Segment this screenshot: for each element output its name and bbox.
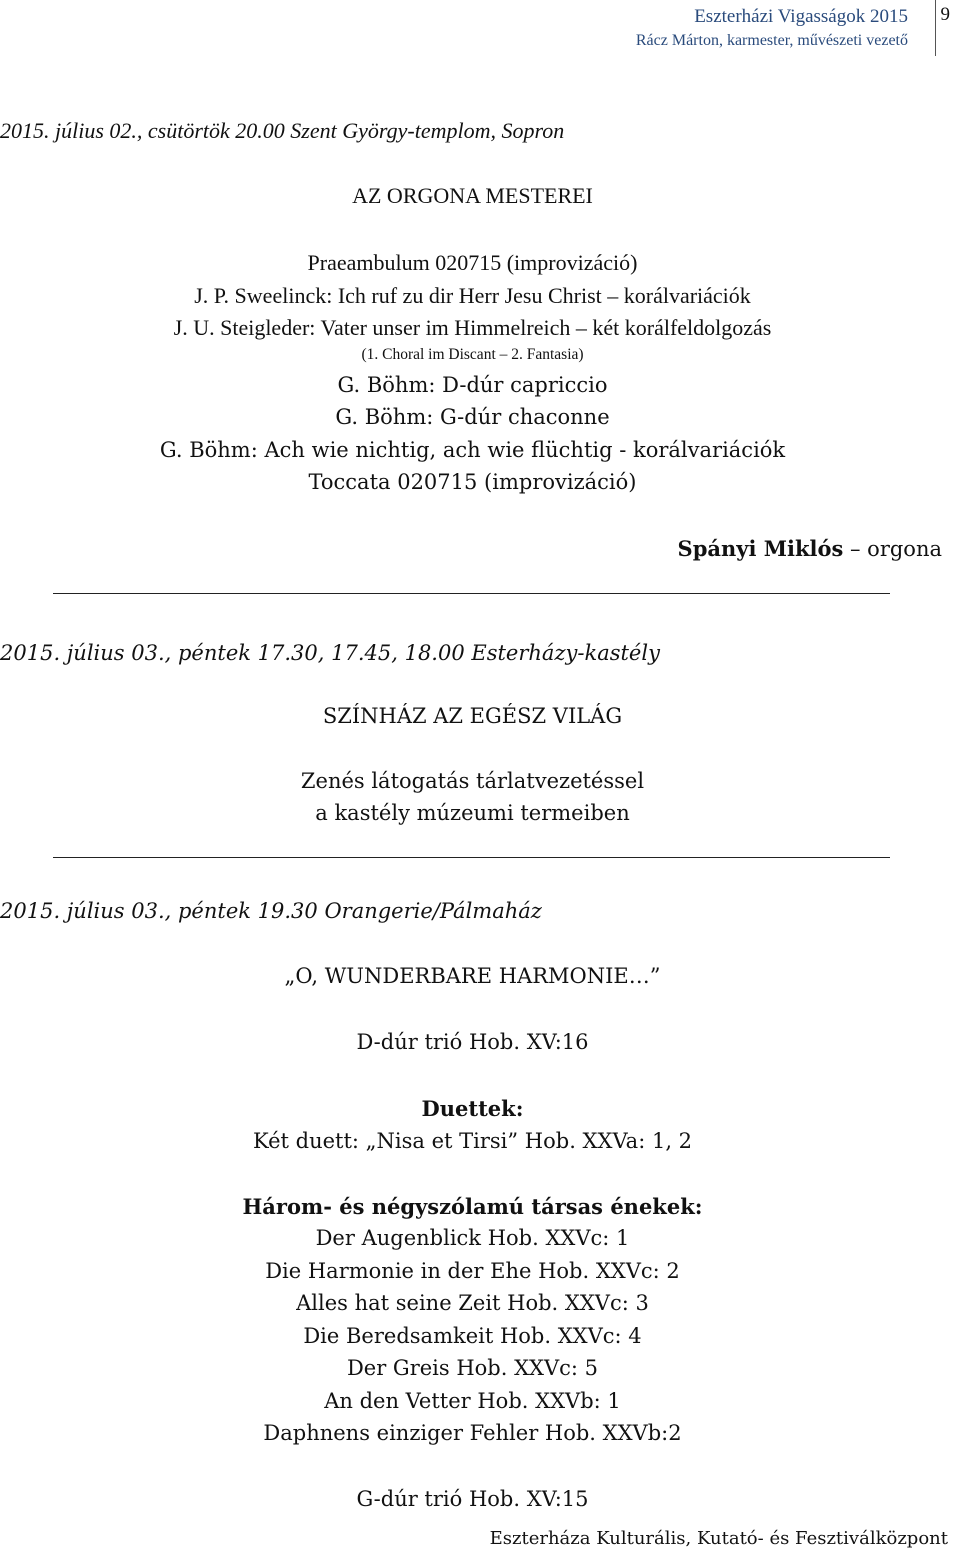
header-divider bbox=[935, 0, 936, 56]
event1-performer bbox=[678, 536, 942, 561]
event3-program-item: G-dúr trió Hob. XV:15 bbox=[356, 1487, 589, 1511]
song-item: An den Vetter Hob. XXVb: 1 bbox=[324, 1389, 621, 1413]
performer-role: – orgona bbox=[843, 537, 942, 561]
event3-title: „O, WUNDERBARE HARMONIE…” bbox=[284, 964, 661, 988]
song-item: Die Harmonie in der Ehe Hob. XXVc: 2 bbox=[265, 1259, 680, 1283]
event3-date-line: 2015. július 03., péntek 19.30 Orangerie/Pálmaház bbox=[0, 899, 542, 923]
event1-program-item: Toccata 020715 (improvizáció) bbox=[308, 470, 637, 494]
event1-program-item: G. Böhm: D-dúr capriccio bbox=[337, 373, 608, 397]
header-title: Eszterházi Vigasságok 2015 bbox=[694, 6, 908, 27]
songs-heading: Három- és négyszólamú társas énekek: bbox=[242, 1194, 703, 1219]
performer-name: Spányi Miklós bbox=[677, 536, 844, 561]
event3-program-item: D-dúr trió Hob. XV:16 bbox=[356, 1030, 589, 1054]
event2-description: a kastély múzeumi termeiben bbox=[315, 801, 630, 825]
event3-program-item: Két duett: „Nisa et Tirsi” Hob. XXVa: 1, 2 bbox=[252, 1129, 693, 1153]
event1-date-line: 2015. július 02., csütörtök 20.00 Szent György-templom, Sopron bbox=[0, 118, 565, 143]
event1-title: AZ ORGONA MESTEREI bbox=[352, 183, 593, 208]
event2-date-line: 2015. július 03., péntek 17.30, 17.45, 18.00 Esterházy-kastély bbox=[0, 641, 660, 665]
event1-program-item: G. Böhm: Ach wie nichtig, ach wie flüchtig - korálvariációk bbox=[159, 438, 786, 462]
header-subtitle: Rácz Márton, karmester, művészeti vezető bbox=[635, 32, 908, 49]
song-item: Die Beredsamkeit Hob. XXVc: 4 bbox=[303, 1324, 642, 1348]
event2-title: SZÍNHÁZ AZ EGÉSZ VILÁG bbox=[322, 704, 623, 728]
song-item: Alles hat seine Zeit Hob. XXVc: 3 bbox=[296, 1291, 649, 1315]
event1-program-item: Praeambulum 020715 (improvizáció) bbox=[307, 250, 638, 275]
event2-description: Zenés látogatás tárlatvezetéssel bbox=[300, 769, 645, 793]
section-divider bbox=[53, 857, 890, 858]
song-item: Der Augenblick Hob. XXVc: 1 bbox=[315, 1226, 630, 1250]
song-item: Daphnens einziger Fehler Hob. XXVb:2 bbox=[263, 1421, 682, 1445]
event1-program-item: J. P. Sweelinck: Ich ruf zu dir Herr Jesu Christ – korálvariációk bbox=[194, 283, 751, 308]
event1-program-note: (1. Choral im Discant – 2. Fantasia) bbox=[361, 346, 584, 363]
event1-program-item: J. U. Steigleder: Vater unser im Himmelreich – két korálfeldolgozás bbox=[173, 315, 772, 340]
duets-heading: Duettek: bbox=[421, 1096, 524, 1121]
footer-text: Eszterháza Kulturális, Kutató- és Fesztiválközpont bbox=[489, 1528, 948, 1549]
section-divider bbox=[53, 593, 890, 594]
page-number: 9 bbox=[940, 4, 950, 25]
song-item: Der Greis Hob. XXVc: 5 bbox=[346, 1356, 599, 1380]
event1-program-item: G. Böhm: G-dúr chaconne bbox=[335, 405, 610, 429]
